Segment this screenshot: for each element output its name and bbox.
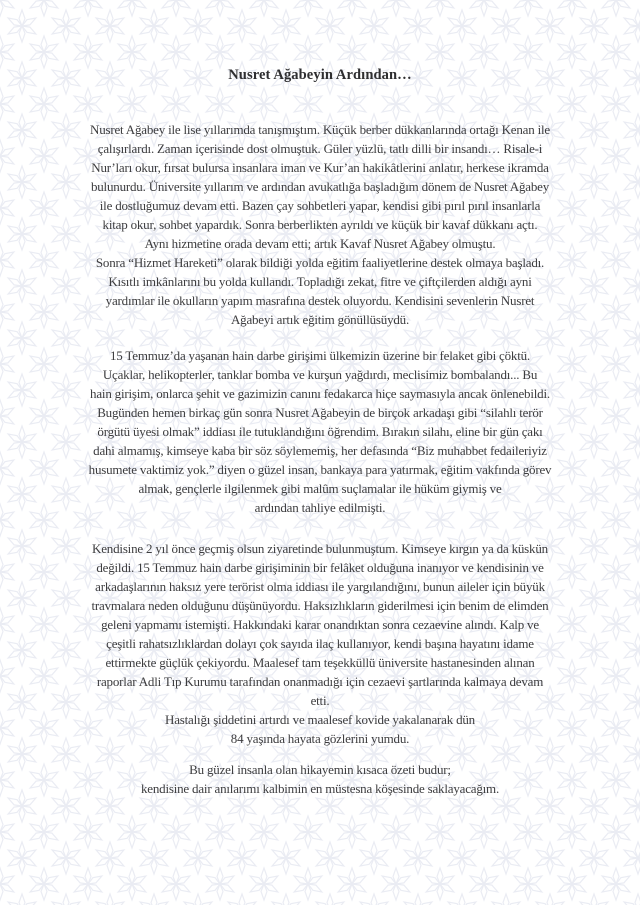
document-page xyxy=(58,0,582,798)
paragraph xyxy=(58,760,582,798)
text-line: ile dostluğumuz devam etti. Bazen çay sohbetleri yapar, kendisi gibi pırıl pırıl insanlarla xyxy=(99,198,541,213)
text-line: çeşitli rahatsızlıklardan dolayı çok sayıda ilaç kullanıyor, kendi başına hayatını idame xyxy=(106,636,534,651)
text-line: kendisine dair anılarımı kalbimin en müstesna köşesinde saklayacağım. xyxy=(140,781,500,796)
text-line: kitap okur, sohbet yapardık. Sonra berberlikten ayrıldı ve küçük bir kavaf dükkanı açtı. xyxy=(102,217,538,232)
text-line: travmalara neden olduğunu düşünüyordu. Haksızlıkların giderilmesi için benim de elimden xyxy=(91,598,549,613)
text-line: 84 yaşında hayata gözlerini yumdu. xyxy=(230,731,410,746)
text-line: almak, gençlerle ilgilenmek gibi malûm suçlamalar ile hüküm giymiş ve xyxy=(138,481,502,496)
text-line: Bu güzel insanla olan hikayemin kısaca özeti budur; xyxy=(189,762,451,777)
text-line: raporlar Adli Tıp Kurumu tarafından onanmadığı için cezaevi şartlarında kalmaya devam xyxy=(96,674,544,689)
text-line: Nur’ları okur, fırsat bulursa insanlara iman ve Kur’an hakikâtlerini anlatır, herkese ikramda xyxy=(91,160,549,175)
paragraph xyxy=(58,539,582,748)
text-line: Uçaklar, helikopterler, tanklar bomba ve kurşun yağdırdı, meclisimiz bombalandı... Bu xyxy=(102,367,538,382)
article-body xyxy=(58,120,582,798)
paragraph xyxy=(58,120,582,329)
text-line: hain girişim, onlarca şehit ve gazimizin canını fedakarca hiçe saymasıyla ancak önlenebildi. xyxy=(90,386,550,401)
page-title: Nusret Ağabeyin Ardından… xyxy=(228,67,412,83)
text-line: Nusret Ağabey ile lise yıllarımda tanışmıştım. Küçük berber dükkanlarında ortağı Kenan ile xyxy=(90,122,550,137)
text-line: çalışırlardı. Zaman içerisinde dost olmuştuk. Güler yüzlü, tatlı dilli bir insandı… Risale-i xyxy=(97,141,543,156)
text-line: dahi almamış, kimseye kaba bir söz söylememiş, her defasında “Biz muhabbet fedaileriyiz xyxy=(93,443,547,458)
text-line: örgütü üyesi olmak” iddiası ile tutuklandığını öğrendim. Bırakın silahı, eline bir gün çakı xyxy=(97,424,543,439)
text-line: geleni yapmamı istemişti. Hakkındaki karar onandıktan sonra cezaevine alındı. Kalp ve xyxy=(101,617,539,632)
text-line: Aynı hizmetine orada devam etti; artık Kavaf Nusret Ağabey olmuştu. xyxy=(144,236,496,251)
text-line: ardından tahliye edilmişti. xyxy=(254,500,386,515)
text-line: değildi. 15 Temmuz hain darbe girişiminin bir felâket olduğuna inanıyor ve kendisinin ve xyxy=(96,560,544,575)
text-line: 15 Temmuz’da yaşanan hain darbe girişimi ülkemizin üzerine bir felaket gibi çöktü. xyxy=(110,348,530,363)
text-line: Kendisine 2 yıl önce geçmiş olsun ziyaretinde bulunmuştum. Kimseye kırgın ya da küskün xyxy=(92,541,548,556)
text-line: etti. xyxy=(310,693,330,708)
text-line: Sonra “Hizmet Hareketi” olarak bildiği yolda eğitim faaliyetlerine destek olmaya başladı. xyxy=(95,255,545,270)
paragraph xyxy=(58,346,582,517)
text-line: Kısıtlı imkânlarını bu yolda kullandı. Topladığı zekat, fitre ve çiftçilerden aldığı ayni xyxy=(108,274,532,289)
text-line: yardımlar ile okulların yapım masrafına destek oluyordu. Kendisini sevenlerin Nusret xyxy=(105,293,535,308)
text-line: Hastalığı şiddetini artırdı ve maalesef kovide yakalanarak dün xyxy=(165,712,475,727)
text-line: ettirmekte güçlük çekiyordu. Maalesef tam teşekküllü üniversite hastanesinden alınan xyxy=(105,655,535,670)
text-line: bulunurdu. Üniversite yıllarım ve ardından avukatlığa başladığım dönem de Nusret Ağabey xyxy=(90,179,550,194)
text-line: Bugünden hemen birkaç gün sonra Nusret Ağabeyin de birçok arkadaşı gibi “silahlı terör xyxy=(97,405,543,420)
text-line: husumete vaktimiz yok.” diyen o güzel insan, bankaya para yatırmak, eğitim vakfında görev xyxy=(88,462,552,477)
text-line: arkadaşlarının haksız yere terörist olma iddiası ile yargılandığını, bunun aileler için büyük xyxy=(95,579,545,594)
text-line: Ağabeyi artık eğitim gönüllüsüydü. xyxy=(230,312,410,327)
